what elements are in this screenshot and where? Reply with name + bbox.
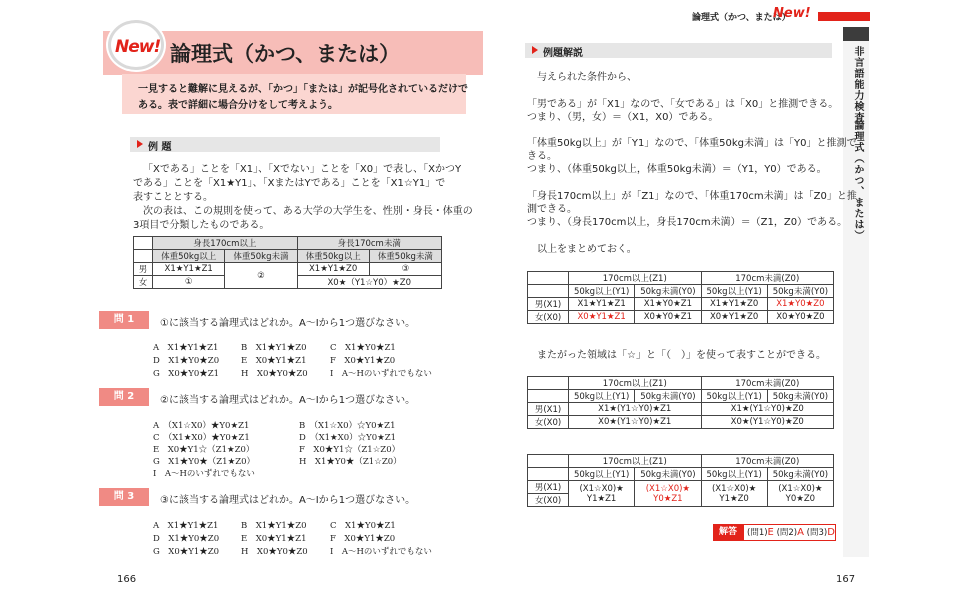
table-cell: ① [153, 276, 225, 289]
table-subheader: 50kg未満(Y0) [767, 285, 833, 298]
cell-line: (X1☆X0)★ [711, 483, 757, 494]
answer-q3: (問3) [806, 528, 828, 538]
summary-table [527, 271, 834, 324]
table-cell: X1★Y1★Z0 [297, 263, 369, 276]
side-tab-marker [843, 27, 869, 41]
example-text: 次の表は、この規則を使って、ある大学の大学生を、性別・身長・体重の [143, 206, 473, 217]
intro-line: 一見すると難解に見えるが、「かつ」「または」が記号化されているだけで [138, 84, 468, 95]
merged-table-2 [527, 454, 834, 507]
option: I A～Hのいずれでもない [330, 369, 432, 379]
table-header: 170cm未満(Z0) [701, 455, 834, 468]
page-number-right: 167 [836, 574, 856, 585]
table-cell: X0★Y0★Z0 [767, 311, 833, 324]
example-table [133, 236, 442, 289]
cell-line: (X1☆X0)★ [579, 483, 624, 494]
row-label: 男(X1) [528, 481, 569, 494]
page-number-left: 166 [117, 574, 137, 585]
row-label: 男 [134, 263, 153, 276]
option: H X0★Y0★Z0 [241, 547, 308, 557]
table-corner [528, 455, 569, 468]
option: B X1★Y1★Z0 [241, 521, 307, 531]
running-new-badge: New! [773, 6, 811, 21]
answer-box [743, 524, 836, 541]
triangle-icon [137, 140, 143, 148]
table-cell: X1★(Y1☆Y0)★Z1 [569, 403, 702, 416]
explain-line: つまり、（身長170cm以上，身長170cm未満）＝（Z1，Z0）である。 [527, 217, 848, 228]
option: I A～Hのいずれでもない [330, 547, 432, 557]
table-subheader: 50kg以上(Y1) [701, 285, 767, 298]
table-corner [528, 272, 569, 285]
option: G X1★Y0★（Z1★Z0） [153, 457, 256, 467]
table-cell: X1★Y1★Z1 [569, 298, 635, 311]
table-cell: ② [225, 263, 297, 289]
option: G X0★Y0★Z1 [153, 369, 220, 379]
table-subheader: 50kg未満(Y0) [635, 390, 701, 403]
explain-line: 「身長170cm以上」が「Z1」なので、「体重170cm未満」は「Z0」と推 [527, 191, 857, 202]
table-cell-highlight [635, 481, 701, 507]
row-label: 男(X1) [528, 298, 569, 311]
option: E X0★Y1★Z1 [241, 356, 307, 366]
option: A X1★Y1★Z1 [153, 521, 219, 531]
table-subheader: 50kg以上(Y1) [569, 468, 635, 481]
table-subheader: 体重50kg未満 [369, 250, 441, 263]
explain-line: きる。 [527, 151, 557, 162]
question-label: 問 3 [99, 488, 149, 506]
side-tab-topic: 論理式（かつ、または） [852, 120, 863, 241]
answer-a2: A [797, 527, 804, 538]
question-label: 問 2 [99, 388, 149, 406]
example-text: 3項目で分類したものである。 [133, 220, 270, 231]
table-cell-highlight: X1★Y0★Z0 [767, 298, 833, 311]
table-subheader: 体重50kg以上 [297, 250, 369, 263]
example-text: である」ことを「X1★Y1」、「XまたはYである」ことを「X1☆Y1」で [133, 178, 446, 189]
option: E X0★Y1☆（Z1★Z0） [153, 445, 255, 455]
option: C X1★Y0★Z1 [330, 343, 396, 353]
table-corner [528, 377, 569, 390]
option: H X1★Y0★（Z1☆Z0） [299, 457, 402, 467]
table-cell: X0★(Y1☆Y0)★Z1 [569, 416, 702, 429]
table-header: 170cm以上(Z1) [569, 377, 702, 390]
answer-label: 解答 [713, 524, 743, 541]
option: D （X1★X0）☆Y0★Z1 [299, 433, 397, 443]
answer-q2: (問2) [776, 528, 798, 538]
intro-line: ある。表で詳細に場合分けをして考えよう。 [138, 100, 338, 111]
row-label: 女 [134, 276, 153, 289]
table-corner [134, 237, 153, 250]
table-cell [569, 481, 635, 507]
option: D X1★Y0★Z0 [153, 356, 220, 366]
table-subheader: 50kg以上(Y1) [569, 390, 635, 403]
option: F X0★Y1★Z0 [330, 534, 396, 544]
table-cell: ③ [369, 263, 441, 276]
table-cell: X0★Y1★Z0 [701, 311, 767, 324]
cell-line: (X1☆X0)★ [645, 483, 691, 494]
table-cell [767, 481, 833, 507]
table-corner [528, 390, 569, 403]
question-text: ①に該当する論理式はどれか。A～Iから1つ選びなさい。 [160, 318, 416, 329]
new-badge-text: New! [115, 37, 161, 57]
option: A （X1☆X0）★Y0★Z1 [153, 421, 250, 431]
table-header: 身長170cm未満 [297, 237, 441, 250]
option: F X0★Y1★Z0 [330, 356, 396, 366]
example-text: 表すこととする。 [133, 192, 213, 203]
table-cell: X1★Y0★Z1 [635, 298, 701, 311]
table-header: 170cm未満(Z0) [701, 272, 834, 285]
table-subheader: 体重50kg以上 [153, 250, 225, 263]
option: C X1★Y0★Z1 [330, 521, 396, 531]
cell-line: Y0★Z0 [785, 493, 816, 504]
running-head-bar [818, 12, 870, 21]
option: H X0★Y0★Z0 [241, 369, 308, 379]
table-subheader: 50kg以上(Y1) [569, 285, 635, 298]
table-header: 170cm以上(Z1) [569, 272, 702, 285]
table-subheader: 体重50kg未満 [225, 250, 297, 263]
option: B X1★Y1★Z0 [241, 343, 307, 353]
question-label: 問 1 [99, 311, 149, 329]
table-subheader: 50kg以上(Y1) [701, 468, 767, 481]
explain-line: つまり、（男，女）＝（X1，X0）である。 [527, 112, 719, 123]
option: F X0★Y1☆（Z1☆Z0） [299, 445, 401, 455]
table-cell: X0★Y0★Z1 [635, 311, 701, 324]
table-cell: X1★Y1★Z0 [701, 298, 767, 311]
explain-line: 「体重50kg以上」が「Y1」なので、「体重50kg未満」は「Y0」と推測で [527, 138, 857, 149]
explain-line: 与えられた条件から、 [537, 72, 637, 83]
merged-table [527, 376, 834, 429]
option: I A～Hのいずれでもない [153, 469, 255, 479]
question-text: ③に該当する論理式はどれか。A～Iから1つ選びなさい。 [160, 495, 416, 506]
option: C （X1★X0）★Y0★Z1 [153, 433, 250, 443]
table-cell [701, 481, 767, 507]
table-subheader: 50kg未満(Y0) [635, 285, 701, 298]
table-subheader: 50kg未満(Y0) [635, 468, 701, 481]
side-tab-category: 非言語能力検査 [852, 46, 863, 123]
example-text: 「Xである」ことを「X1」、「Xでない」ことを「X0」で表し、「XかつY [143, 164, 462, 175]
table-header: 170cm未満(Z0) [701, 377, 834, 390]
triangle-icon [532, 46, 538, 54]
cell-line: Y1★Z1 [586, 493, 617, 504]
table-subheader: 50kg未満(Y0) [767, 468, 833, 481]
cell-line: (X1☆X0)★ [778, 483, 823, 494]
table-subheader: 50kg未満(Y0) [767, 390, 833, 403]
row-label: 女(X0) [528, 311, 569, 324]
cell-line: Y1★Z0 [719, 493, 749, 504]
explain-line: 以上をまとめておく。 [537, 244, 637, 255]
table-header: 170cm以上(Z1) [569, 455, 702, 468]
option: B （X1☆X0）☆Y0★Z1 [299, 421, 396, 431]
option: D X1★Y0★Z0 [153, 534, 220, 544]
explain-line: 「男である」が「X1」なので、「女である」は「X0」と推測できる。 [527, 99, 839, 110]
page-title: 論理式（かつ、または） [170, 42, 401, 66]
table-corner [528, 285, 569, 298]
answer-q1: (問1) [747, 528, 768, 538]
answer-a1: E [767, 527, 774, 538]
row-label: 女(X0) [528, 494, 569, 507]
table-cell: X1★(Y1☆Y0)★Z0 [701, 403, 834, 416]
table-subheader: 50kg以上(Y1) [701, 390, 767, 403]
example-label: 例 題 [148, 142, 172, 153]
explain-line: つまり、（体重50kg以上，体重50kg未満）＝（Y1，Y0）である。 [527, 164, 827, 175]
table-cell: X0★（Y1☆Y0）★Z0 [297, 276, 441, 289]
table-header: 身長170cm以上 [153, 237, 297, 250]
explain-line: またがった領域は「☆」と「（ ）」を使って表すことができる。 [537, 350, 826, 361]
row-label: 男(X1) [528, 403, 569, 416]
answer-a3: D [827, 527, 835, 538]
cell-line: Y0★Z1 [653, 493, 683, 504]
option: E X0★Y1★Z1 [241, 534, 307, 544]
row-label: 女(X0) [528, 416, 569, 429]
example-header [130, 137, 440, 152]
explain-header [525, 43, 832, 58]
option: G X0★Y1★Z0 [153, 547, 220, 557]
running-head: 論理式（かつ、または） [692, 13, 791, 23]
question-text: ②に該当する論理式はどれか。A～Iから1つ選びなさい。 [160, 395, 416, 406]
table-cell-highlight: X0★Y1★Z1 [569, 311, 635, 324]
table-corner [134, 250, 153, 263]
new-badge [108, 20, 164, 70]
table-cell: X0★(Y1☆Y0)★Z0 [701, 416, 834, 429]
explain-label: 例題解説 [543, 48, 583, 59]
table-corner [528, 468, 569, 481]
explain-line: 測できる。 [527, 204, 577, 215]
option: A X1★Y1★Z1 [153, 343, 219, 353]
table-cell: X1★Y1★Z1 [153, 263, 225, 276]
